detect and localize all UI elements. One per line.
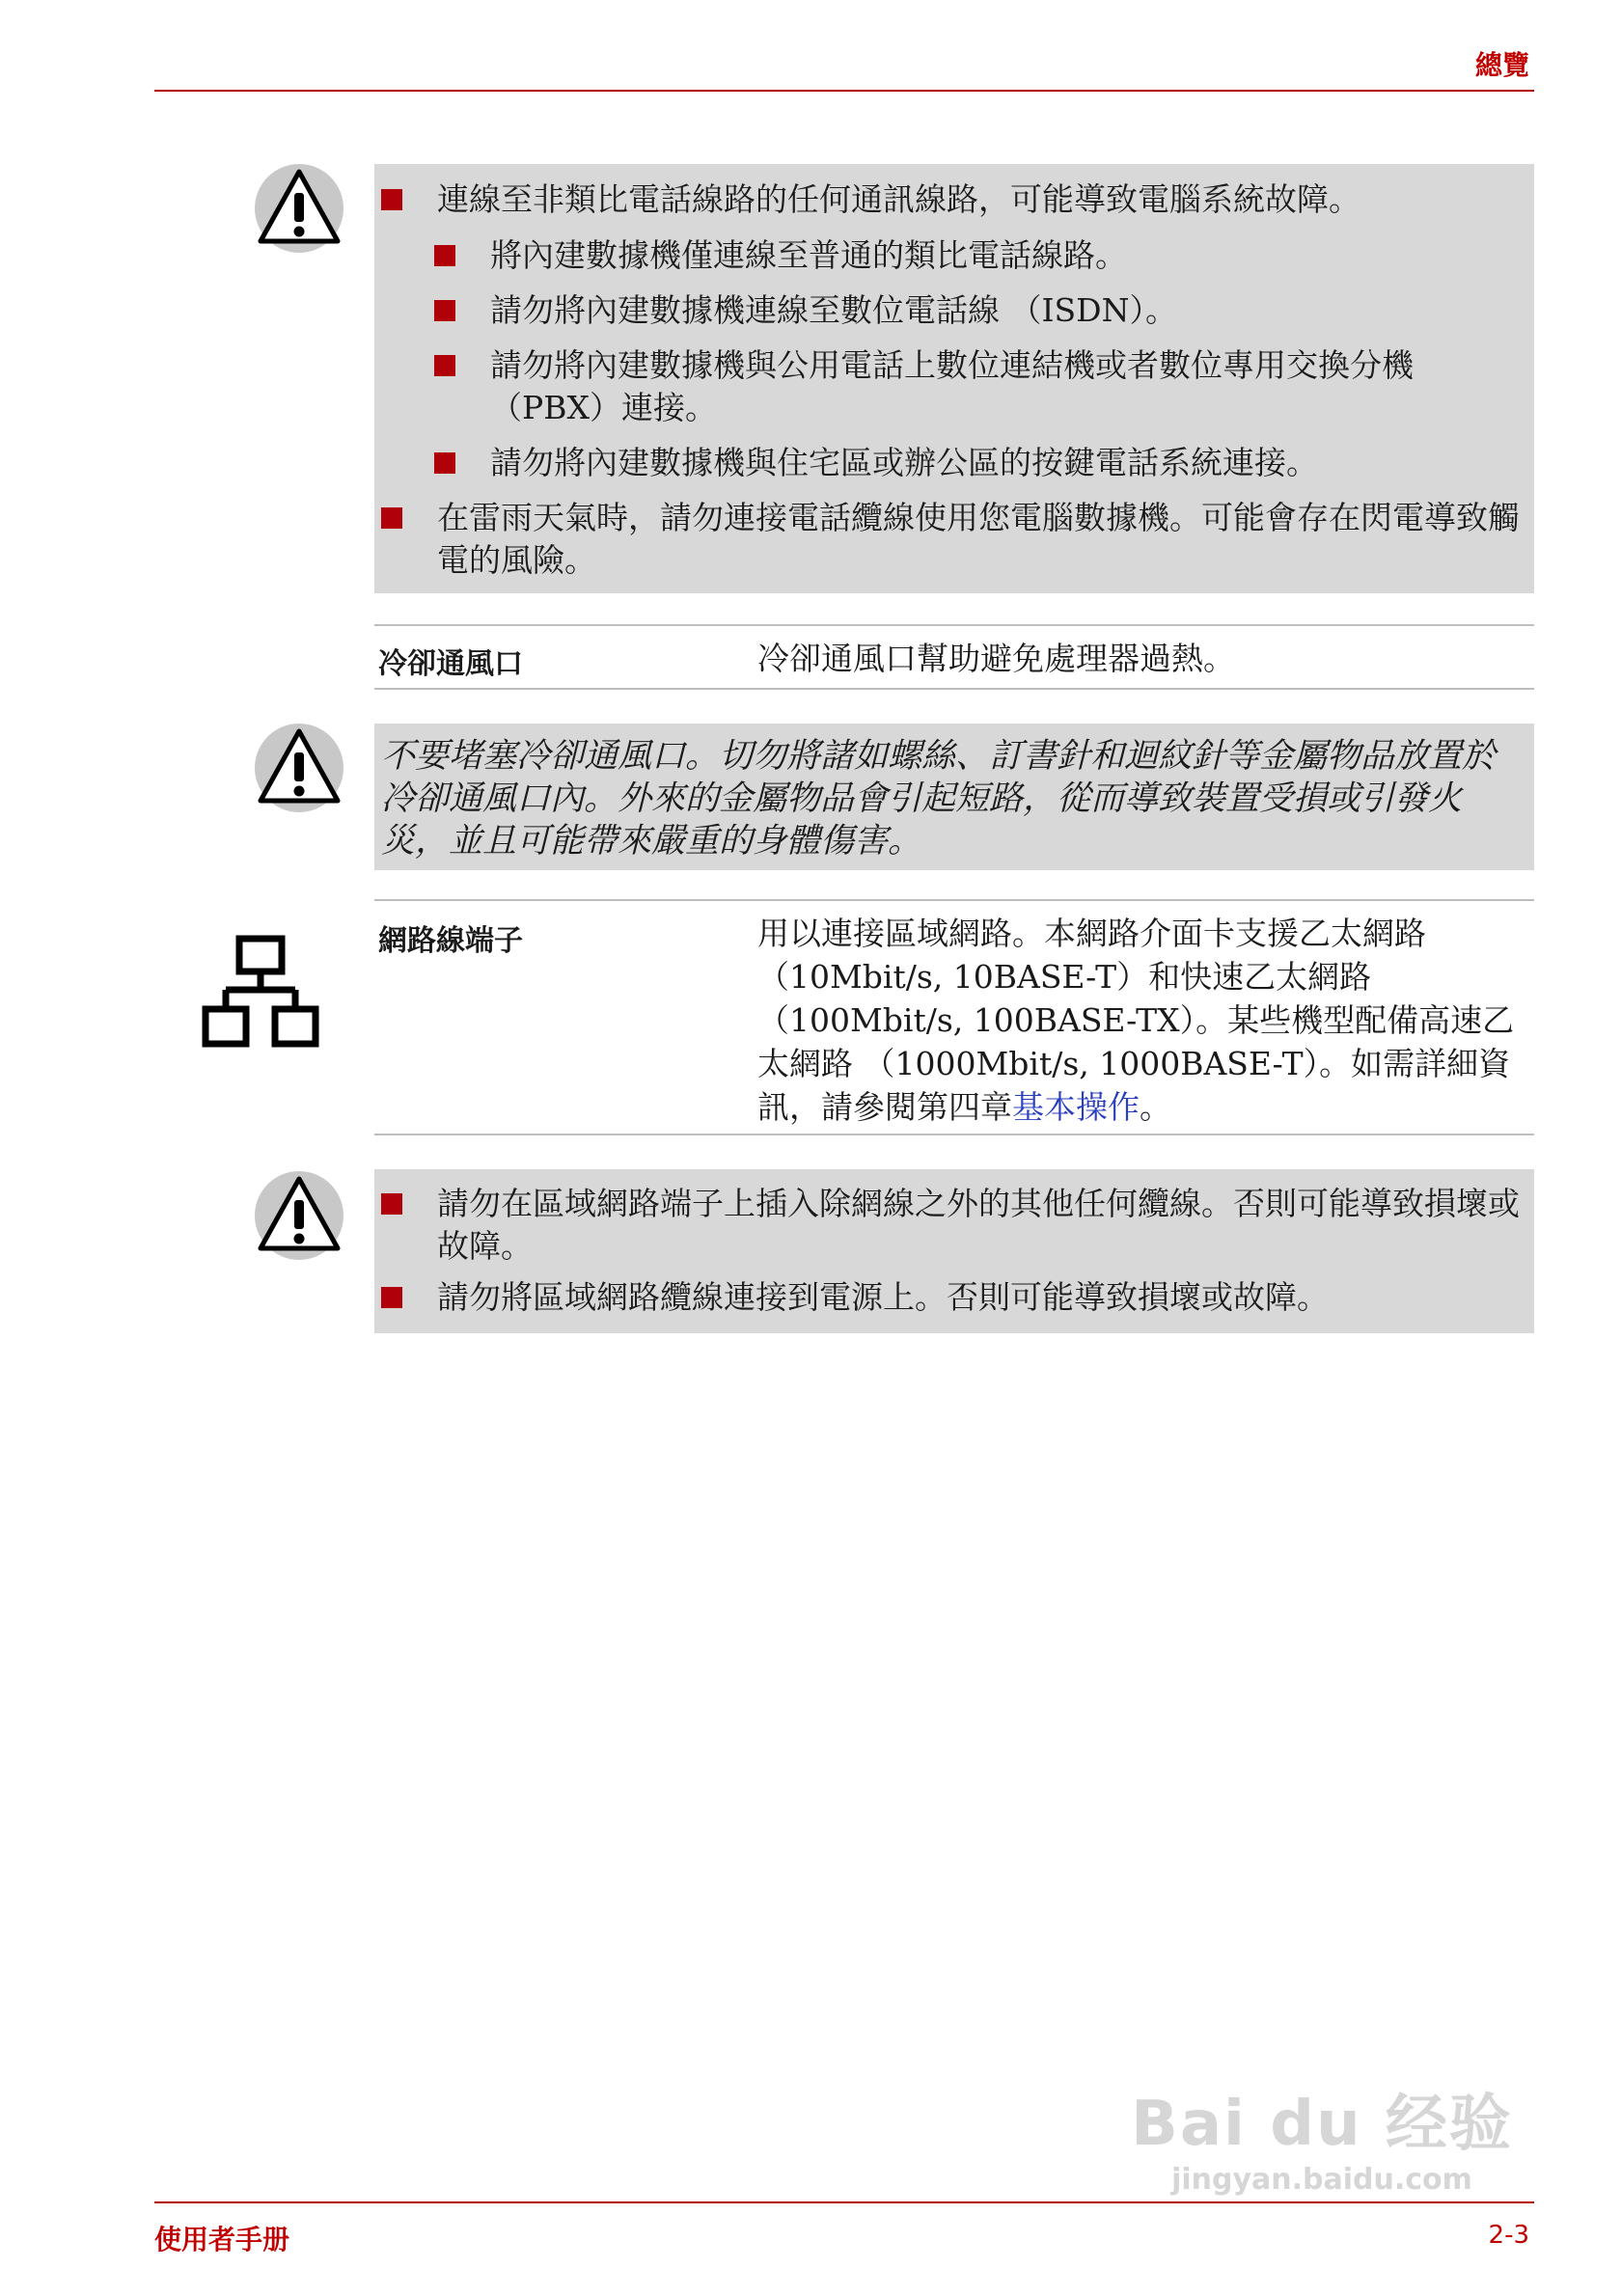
warning1-item-3: 請勿將內建數據機與公用電話上數位連結機或者數位專用交換分機（PBX）連接。 xyxy=(434,344,1520,429)
warning-icon xyxy=(253,722,345,818)
warning-icon xyxy=(253,162,345,259)
desc-lan-text: 用以連接區域網路。本網路介面卡支援乙太網路（10Mbit/s, 10BASE-T）和快速乙太網路（100Mbit/s, 100BASE-TX）。某些機型配備高速乙太網路 （1000Mbit/s, 1000BASE-T）。如需詳細資訊，請參閱第四章 xyxy=(757,915,1515,1126)
warning-icon xyxy=(253,1169,345,1266)
desc-cooling-vent: 冷卻通風口幫助避免處理器過熱。 xyxy=(757,640,1235,677)
warning1-item-5: 在雷雨天氣時，請勿連接電話纜線使用您電腦數據機。可能會存在閃電導致觸電的風險。 xyxy=(381,497,1520,582)
page-number: 2-3 xyxy=(1488,2221,1529,2250)
warning1-item-2: 請勿將內建數據機連線至數位電話線 （ISDN）。 xyxy=(434,289,1520,332)
table-rule xyxy=(374,899,1534,901)
warning3-item-0: 請勿在區域網路端子上插入除網線之外的其他任何纜線。否則可能導致損壞或故障。 xyxy=(381,1183,1520,1268)
warning1-item-1: 將內建數據機僅連線至普通的類比電話線路。 xyxy=(434,234,1520,277)
watermark xyxy=(1129,2074,1515,2197)
warning-triangle-icon xyxy=(253,1169,345,1262)
table-rule xyxy=(374,624,1534,626)
desc-lan-port xyxy=(757,912,1525,1129)
warning1-item-0: 連線至非類比電話線路的任何通訊線路，可能導致電腦系統故障。 xyxy=(381,178,1520,221)
warning1-item-4: 請勿將內建數據機與住宅區或辦公區的按鍵電話系統連接。 xyxy=(434,442,1520,484)
warning-triangle-icon xyxy=(253,162,345,255)
footer-manual-title: 使用者手册 xyxy=(154,2224,290,2255)
header-title: 總覽 xyxy=(1474,49,1529,81)
term-lan-port: 網路線端子 xyxy=(378,924,523,958)
warning2-text: 不要堵塞冷卻通風口。切勿將諸如螺絲、訂書針和迴紋針等金屬物品放置於冷卻通風口內。外來的金屬物品會引起短路，從而導致裝置受損或引發火災，並且可能帶來嚴重的身體傷害。 xyxy=(381,737,1497,861)
table-rule xyxy=(374,1134,1534,1135)
term-cooling-vent: 冷卻通風口 xyxy=(378,647,523,681)
warning3-item-1: 請勿將區域網路纜線連接到電源上。否則可能導致損壞或故障。 xyxy=(381,1276,1520,1319)
desc-lan-end: 。 xyxy=(1140,1088,1171,1126)
watermark-brand: Bai du 经验 xyxy=(1131,2089,1513,2160)
table-rule xyxy=(374,688,1534,690)
link-basic-operation[interactable]: 基本操作 xyxy=(1012,1088,1140,1126)
header-rule xyxy=(154,90,1534,92)
lan-network-icon xyxy=(201,934,320,1055)
warning-triangle-icon xyxy=(253,722,345,814)
footer-rule xyxy=(154,2201,1534,2203)
watermark-url: jingyan.baidu.com xyxy=(1171,2163,1472,2197)
